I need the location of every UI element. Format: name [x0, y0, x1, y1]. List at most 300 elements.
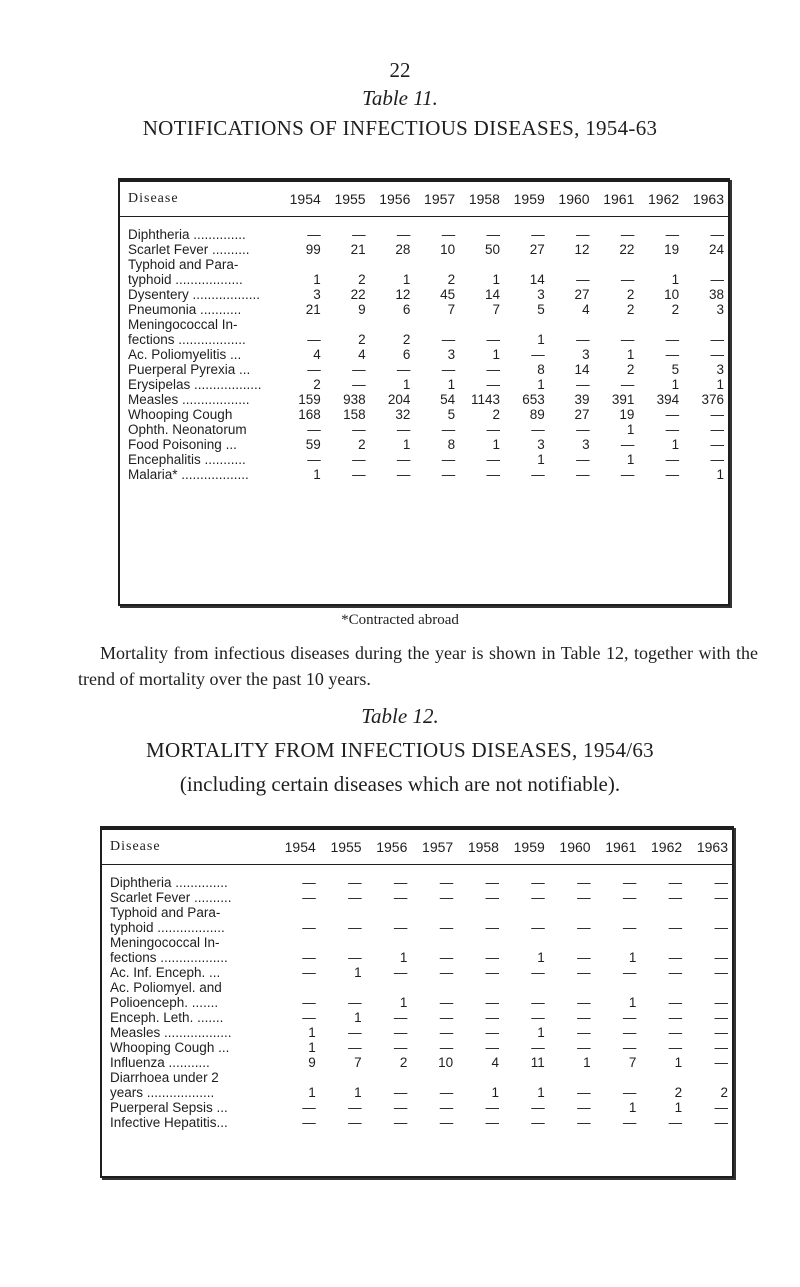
cell-value: 7 — [628, 1055, 637, 1070]
cell-value: 1 — [492, 347, 500, 362]
cell-value — [370, 257, 415, 272]
table-row — [102, 950, 732, 965]
cell-value: — — [668, 1115, 683, 1130]
cell-value: — — [710, 407, 724, 422]
cell-value: 376 — [701, 392, 724, 407]
cell-value: 3 — [582, 437, 590, 452]
cell-value: — — [710, 437, 724, 452]
cell-value: — — [348, 890, 362, 905]
cell-value: — — [714, 1100, 728, 1115]
cell-value: 4 — [313, 347, 321, 362]
table-12-heading: MORTALITY FROM INFECTIOUS DISEASES, 1954/63 — [146, 738, 654, 762]
cell-value: — — [577, 890, 591, 905]
cell-value: 21 — [305, 302, 321, 317]
cell-value — [686, 905, 732, 920]
cell-value — [503, 1070, 549, 1085]
cell-value: 89 — [529, 407, 545, 422]
cell-value: — — [396, 422, 411, 437]
cell-value: — — [714, 1055, 728, 1070]
cell-value: — — [393, 890, 408, 905]
year-header: 1961 — [594, 182, 639, 217]
cell-value — [595, 980, 641, 995]
cell-value: — — [439, 890, 454, 905]
cell-value: 2 — [402, 332, 411, 347]
disease-label: Puerperal Sepsis ... — [110, 1100, 228, 1115]
table-row — [102, 1085, 732, 1100]
cell-value: 1 — [716, 377, 724, 392]
year-header: 1957 — [411, 830, 457, 865]
disease-label: Measles .................. — [128, 392, 250, 407]
cell-value: — — [531, 1100, 545, 1115]
body-paragraph: Mortality from infectious diseases during the year is shown in Table 12, together with the trend of mortality over the past 10 years. — [78, 643, 758, 689]
cell-value — [638, 317, 683, 332]
cell-value: — — [441, 467, 456, 482]
table-12-header-row — [102, 830, 732, 865]
cell-value: 1 — [674, 1055, 683, 1070]
cell-value — [280, 317, 325, 332]
disease-label: Encephalitis ........... — [128, 452, 246, 467]
disease-label: Meningococcal In- — [128, 317, 238, 332]
cell-value: 938 — [343, 392, 366, 407]
cell-value — [595, 1070, 641, 1085]
cell-value: 5 — [447, 407, 456, 422]
cell-value: 27 — [574, 287, 590, 302]
cell-value: 1 — [399, 950, 408, 965]
cell-value: 59 — [305, 437, 321, 452]
cell-value: — — [668, 950, 683, 965]
cell-value: — — [302, 965, 316, 980]
cell-value: 1 — [628, 1100, 637, 1115]
cell-value: — — [577, 920, 591, 935]
cell-value: — — [622, 890, 637, 905]
cell-value: — — [307, 362, 321, 377]
cell-value — [325, 257, 370, 272]
disease-label: Ac. Poliomyelitis ... — [128, 347, 242, 362]
cell-value — [325, 317, 370, 332]
cell-value: — — [531, 347, 545, 362]
cell-value: — — [531, 875, 545, 890]
cell-value: — — [352, 422, 366, 437]
table-row — [102, 1040, 732, 1055]
mortality-table — [102, 830, 732, 1130]
cell-value — [280, 257, 325, 272]
table-row — [120, 332, 728, 347]
cell-value: 6 — [402, 347, 411, 362]
cell-value — [320, 905, 366, 920]
cell-value: — — [620, 272, 635, 287]
cell-value: — — [485, 1025, 499, 1040]
disease-label: Influenza ........... — [110, 1055, 210, 1070]
cell-value — [640, 905, 686, 920]
cell-value: 2 — [626, 302, 635, 317]
table-row — [102, 935, 732, 950]
cell-value: — — [307, 332, 321, 347]
cell-value: 1 — [671, 377, 680, 392]
cell-value: — — [393, 1085, 408, 1100]
cell-value: — — [620, 332, 635, 347]
cell-value: — — [668, 920, 683, 935]
cell-value: — — [439, 1010, 454, 1025]
cell-value: — — [576, 452, 590, 467]
cell-value: — — [307, 227, 321, 242]
table-row — [120, 467, 728, 482]
cell-value: 159 — [298, 392, 321, 407]
cell-value: 1 — [628, 995, 637, 1010]
cell-value — [370, 317, 415, 332]
year-header: 1957 — [414, 182, 459, 217]
cell-value: — — [531, 467, 545, 482]
cell-value: 1 — [716, 467, 724, 482]
cell-value — [457, 980, 503, 995]
cell-value: — — [622, 875, 637, 890]
cell-value: — — [352, 362, 366, 377]
cell-value — [594, 317, 639, 332]
disease-label: Ophth. Neonatorum — [128, 422, 247, 437]
cell-value: — — [302, 1115, 316, 1130]
disease-label: Meningococcal In- — [110, 935, 220, 950]
cell-value: — — [486, 467, 500, 482]
table-row — [120, 452, 728, 467]
cell-value: — — [577, 1025, 591, 1040]
cell-value: 1 — [313, 272, 321, 287]
cell-value: 1 — [402, 437, 411, 452]
cell-value — [414, 257, 459, 272]
table-row — [120, 227, 728, 242]
cell-value: 1 — [537, 452, 545, 467]
cell-value: — — [302, 1100, 316, 1115]
cell-value: — — [531, 422, 545, 437]
disease-label: Diarrhoea under 2 — [110, 1070, 219, 1085]
cell-value: — — [668, 875, 683, 890]
cell-value: — — [485, 950, 499, 965]
cell-value — [411, 905, 457, 920]
cell-value: — — [531, 227, 545, 242]
table-row — [120, 302, 728, 317]
cell-value — [549, 1070, 595, 1085]
table-row — [102, 1025, 732, 1040]
table-12-caption: Table 12. — [361, 704, 439, 728]
cell-value: — — [486, 332, 500, 347]
cell-value: — — [622, 1040, 637, 1055]
cell-value — [640, 980, 686, 995]
disease-label: Infective Hepatitis... — [110, 1115, 228, 1130]
cell-value: 2 — [492, 407, 500, 422]
table-row — [120, 392, 728, 407]
year-header: 1955 — [320, 830, 366, 865]
cell-value: 3 — [716, 362, 724, 377]
cell-value: — — [714, 875, 728, 890]
year-header: 1963 — [683, 182, 728, 217]
cell-value: 14 — [574, 362, 590, 377]
cell-value: — — [302, 890, 316, 905]
cell-value: — — [531, 890, 545, 905]
cell-value: — — [668, 995, 683, 1010]
table-11-box — [118, 178, 730, 606]
year-header: 1961 — [595, 830, 641, 865]
cell-value: — — [348, 1040, 362, 1055]
cell-value: — — [531, 965, 545, 980]
cell-value: 3 — [716, 302, 724, 317]
cell-value — [411, 980, 457, 995]
cell-value — [594, 257, 639, 272]
cell-value: — — [577, 1115, 591, 1130]
cell-value: — — [622, 1025, 637, 1040]
cell-value: — — [665, 407, 680, 422]
cell-value: 2 — [671, 302, 680, 317]
cell-value: 9 — [358, 302, 366, 317]
cell-value — [459, 257, 504, 272]
table-row — [120, 242, 728, 257]
cell-value: — — [577, 965, 591, 980]
page-number: 22 — [389, 58, 411, 82]
cell-value: — — [622, 920, 637, 935]
cell-value: — — [441, 422, 456, 437]
cell-value: — — [668, 1025, 683, 1040]
disease-label: Whooping Cough — [128, 407, 233, 422]
cell-value: — — [714, 1010, 728, 1025]
cell-value: 1 — [447, 377, 456, 392]
cell-value: — — [393, 1100, 408, 1115]
cell-value: — — [620, 227, 635, 242]
cell-value — [503, 980, 549, 995]
cell-value: — — [576, 332, 590, 347]
cell-value: 45 — [440, 287, 456, 302]
table-row — [102, 875, 732, 890]
table-row — [120, 437, 728, 452]
cell-value — [686, 935, 732, 950]
cell-value: — — [577, 950, 591, 965]
cell-value: 3 — [313, 287, 321, 302]
cell-value — [683, 257, 728, 272]
cell-value: — — [348, 875, 362, 890]
cell-value: — — [577, 995, 591, 1010]
cell-value: — — [352, 467, 366, 482]
cell-value: — — [485, 1010, 499, 1025]
cell-value: 394 — [656, 392, 680, 407]
cell-value: — — [486, 422, 500, 437]
cell-value: — — [531, 995, 545, 1010]
cell-value — [549, 317, 594, 332]
table-row — [120, 317, 728, 332]
table-row — [102, 1115, 732, 1130]
cell-value: 3 — [582, 347, 590, 362]
cell-value: 32 — [395, 407, 411, 422]
cell-value: — — [302, 995, 316, 1010]
cell-value: 2 — [358, 332, 366, 347]
cell-value: 2 — [358, 272, 366, 287]
cell-value: — — [622, 1010, 637, 1025]
cell-value: 21 — [350, 242, 366, 257]
cell-value: — — [531, 920, 545, 935]
cell-value: 158 — [343, 407, 366, 422]
cell-value: 391 — [611, 392, 635, 407]
cell-value: — — [486, 452, 500, 467]
cell-value: — — [577, 875, 591, 890]
cell-value: — — [714, 1040, 728, 1055]
year-header: 1956 — [366, 830, 412, 865]
cell-value: — — [485, 1115, 499, 1130]
cell-value: — — [531, 1115, 545, 1130]
cell-value: — — [396, 452, 411, 467]
cell-value: 10 — [438, 1055, 454, 1070]
cell-value: — — [710, 452, 724, 467]
cell-value: — — [348, 1100, 362, 1115]
table-11-body — [120, 217, 728, 483]
cell-value: — — [352, 227, 366, 242]
disease-label: typhoid .................. — [128, 272, 243, 287]
cell-value: 1 — [626, 422, 635, 437]
cell-value — [320, 935, 366, 950]
cell-value: — — [622, 965, 637, 980]
table-row — [102, 980, 732, 995]
cell-value: — — [302, 920, 316, 935]
table-11-heading: NOTIFICATIONS OF INFECTIOUS DISEASES, 1954-63 — [142, 116, 658, 140]
cell-value: 1 — [354, 965, 362, 980]
cell-value: — — [441, 362, 456, 377]
cell-value — [274, 980, 320, 995]
year-header: 1959 — [504, 182, 549, 217]
cell-value: — — [393, 875, 408, 890]
cell-value: — — [485, 965, 499, 980]
cell-value: — — [622, 1085, 637, 1100]
year-header: 1962 — [640, 830, 686, 865]
cell-value: — — [485, 1100, 499, 1115]
disease-label: Whooping Cough ... — [110, 1040, 230, 1055]
cell-value: 1 — [537, 377, 545, 392]
cell-value: — — [441, 332, 456, 347]
cell-value: — — [393, 1040, 408, 1055]
cell-value: — — [307, 422, 321, 437]
cell-value — [549, 905, 595, 920]
cell-value — [549, 980, 595, 995]
cell-value: — — [710, 227, 724, 242]
cell-value — [686, 1070, 732, 1085]
cell-value: 1 — [626, 347, 635, 362]
cell-value: — — [348, 995, 362, 1010]
cell-value: 1 — [354, 1010, 362, 1025]
cell-value: 19 — [664, 242, 680, 257]
cell-value: — — [577, 1085, 591, 1100]
cell-value: 54 — [440, 392, 456, 407]
cell-value: 1 — [492, 272, 500, 287]
cell-value: 1 — [671, 437, 680, 452]
disease-label: Diphtheria .............. — [110, 875, 228, 890]
disease-label: Measles .................. — [110, 1025, 232, 1040]
year-header: 1963 — [686, 830, 732, 865]
cell-value: — — [393, 1010, 408, 1025]
cell-value: 1 — [308, 1025, 316, 1040]
cell-value: — — [620, 437, 635, 452]
table-row — [102, 920, 732, 935]
cell-value — [640, 935, 686, 950]
cell-value: — — [665, 422, 680, 437]
cell-value — [457, 935, 503, 950]
disease-label: Dysentery .................. — [128, 287, 261, 302]
cell-value: 39 — [574, 392, 590, 407]
cell-value: 2 — [626, 362, 635, 377]
table-row — [102, 890, 732, 905]
table-row — [102, 1070, 732, 1085]
cell-value: 2 — [720, 1085, 728, 1100]
cell-value — [320, 980, 366, 995]
table-row — [102, 1010, 732, 1025]
cell-value: 1 — [402, 272, 411, 287]
cell-value — [457, 905, 503, 920]
cell-value: 27 — [574, 407, 590, 422]
disease-label: typhoid .................. — [110, 920, 225, 935]
cell-value: 1 — [628, 950, 637, 965]
disease-label: Polioenceph. ....... — [110, 995, 219, 1010]
cell-value: — — [668, 965, 683, 980]
cell-value: — — [577, 1010, 591, 1025]
cell-value: 28 — [395, 242, 411, 257]
cell-value: 1 — [491, 1085, 499, 1100]
cell-value: — — [348, 1115, 362, 1130]
notifications-table — [120, 182, 728, 482]
table-12-subheading: (including certain diseases which are not notifiable). — [179, 772, 621, 796]
cell-value — [503, 935, 549, 950]
cell-value: 2 — [674, 1085, 683, 1100]
disease-label: Food Poisoning ... — [128, 437, 237, 452]
disease-label: Scarlet Fever .......... — [110, 890, 232, 905]
cell-value: 2 — [399, 1055, 408, 1070]
disease-label: years .................. — [110, 1085, 215, 1100]
cell-value: — — [439, 1085, 454, 1100]
cell-value: — — [486, 362, 500, 377]
table-row — [120, 422, 728, 437]
cell-value: — — [576, 467, 590, 482]
cell-value: — — [531, 1040, 545, 1055]
cell-value: 6 — [402, 302, 411, 317]
cell-value: 1 — [399, 995, 408, 1010]
cell-value — [683, 317, 728, 332]
cell-value: — — [714, 995, 728, 1010]
cell-value: — — [714, 1115, 728, 1130]
cell-value: — — [665, 467, 680, 482]
cell-value: — — [576, 377, 590, 392]
cell-value: 24 — [708, 242, 724, 257]
cell-value: — — [439, 1025, 454, 1040]
table-12-box — [100, 826, 734, 1178]
cell-value: 4 — [358, 347, 366, 362]
cell-value — [549, 935, 595, 950]
cell-value: — — [710, 347, 724, 362]
cell-value: 653 — [522, 392, 545, 407]
year-header: 1954 — [274, 830, 320, 865]
cell-value: — — [439, 920, 454, 935]
cell-value: — — [668, 1010, 683, 1025]
cell-value — [595, 905, 641, 920]
disease-label: Puerperal Pyrexia ... — [128, 362, 251, 377]
cell-value: — — [665, 332, 680, 347]
cell-value: 12 — [574, 242, 590, 257]
cell-value: — — [439, 1100, 454, 1115]
cell-value: 1 — [671, 272, 680, 287]
cell-value — [411, 1070, 457, 1085]
cell-value: — — [620, 377, 635, 392]
cell-value: — — [576, 422, 590, 437]
disease-label: Ac. Poliomyel. and — [110, 980, 222, 995]
cell-value: — — [439, 1115, 454, 1130]
cell-value: 38 — [708, 287, 724, 302]
cell-value: — — [348, 950, 362, 965]
column-header-disease: Disease — [102, 830, 274, 865]
cell-value: 8 — [537, 362, 545, 377]
cell-value: — — [352, 452, 366, 467]
cell-value: — — [714, 890, 728, 905]
cell-value: 1 — [537, 1025, 545, 1040]
table-11-header-row — [120, 182, 728, 217]
